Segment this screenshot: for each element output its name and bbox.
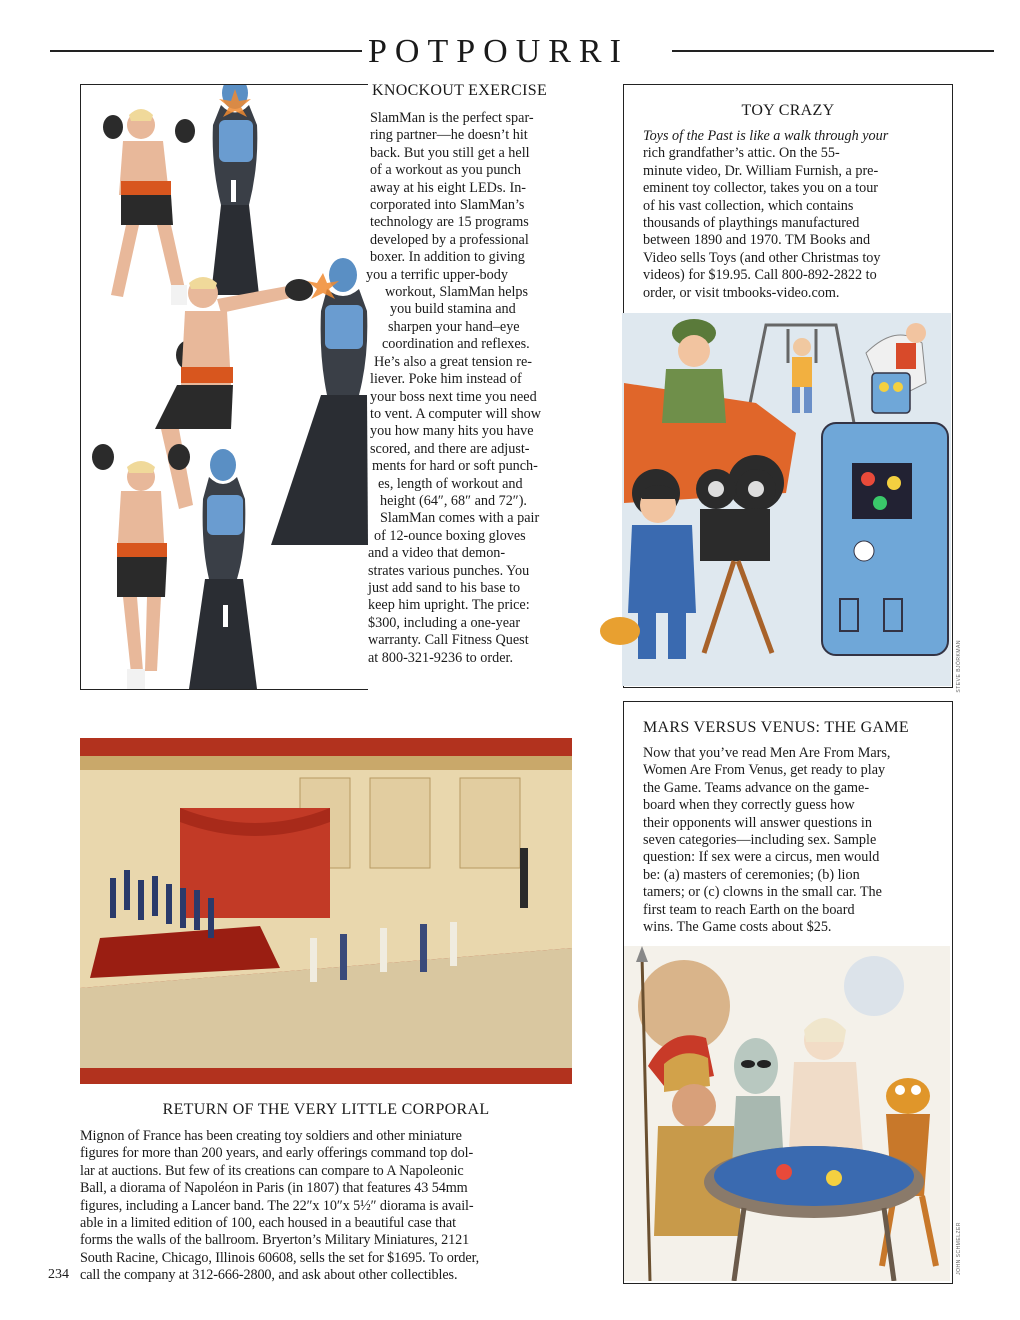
mars-venus-line: board when they correctly guess how (643, 797, 855, 814)
section-title: POTPOURRI (368, 33, 629, 70)
knockout-line: to vent. A computer will show (370, 405, 542, 422)
header-rule-right (672, 50, 994, 52)
knockout-line: of a workout as you punch (370, 162, 521, 179)
knockout-line: and a video that demon- (368, 545, 506, 562)
toy-crazy-title-italic: Toys of the Past is like a walk through your (643, 128, 889, 144)
toy-crazy-headline: TOY CRAZY (741, 102, 835, 119)
diorama-photo (80, 738, 572, 1084)
mars-venus-line: first team to reach Earth on the board (643, 901, 855, 918)
toy-crazy-line: minute video, Dr. William Furnish, a pre- (643, 162, 879, 179)
knockout-line: boxer. In addition to giving (370, 249, 525, 266)
corporal-line: South Racine, Chicago, Illinois 60608, sells the set for $1695. To order, (80, 1249, 480, 1266)
toy-crazy-line: of his vast collection, which contains (643, 197, 854, 214)
knockout-line: you build stamina and (390, 301, 516, 318)
mars-venus-illustration (624, 946, 950, 1281)
knockout-line: back. But you still get a hell (370, 144, 530, 161)
knockout-line: height (64″, 68″ and 72″). (380, 492, 527, 509)
knockout-line: away at his eight LEDs. In- (370, 179, 527, 196)
mars-venus-line: Women Are From Venus, get ready to play (643, 762, 886, 779)
knockout-line: SlamMan comes with a pair (380, 510, 540, 527)
knockout-line: workout, SlamMan helps (385, 284, 529, 301)
mars-venus-line: question: If sex were a circus, men would (643, 849, 880, 866)
knockout-line: coordination and reflexes. (382, 336, 530, 353)
knockout-line: you a terrific upper-body (366, 266, 508, 283)
slamman-figure-3 (189, 449, 257, 689)
toy-crazy-line: rich grandfather’s attic. On the 55- (643, 145, 840, 162)
mars-venus-headline: MARS VERSUS VENUS: THE GAME (643, 719, 909, 736)
slamman-figure-1 (211, 85, 259, 295)
toy-crazy-line: between 1890 and 1970. TM Books and (643, 232, 871, 249)
boxer-figure-1 (103, 109, 195, 305)
toy-crazy-credit: STEVE BJÖRKMAN (956, 640, 962, 693)
mars-venus-line: Now that you’ve read Men Are From Mars, (643, 745, 891, 761)
knockout-line: es, length of workout and (378, 475, 523, 492)
mars-venus-line: be: (a) masters of ceremonies; (b) lion (643, 866, 860, 883)
page-number: 234 (48, 1267, 69, 1282)
mars-venus-credit: JOHN SCHMELZER (956, 1222, 962, 1275)
knockout-line: technology are 15 programs (370, 214, 529, 231)
mars-venus-line: the Game. Teams advance on the game- (643, 779, 870, 796)
knockout-line: sharpen your hand–eye (388, 318, 520, 335)
toy-crazy-line: order, or visit tmbooks-video.com. (643, 284, 840, 301)
mars-venus-body (643, 745, 943, 936)
knockout-line: of 12-ounce boxing gloves (374, 527, 526, 544)
knockout-line: strates various punches. You (368, 562, 530, 579)
alien-figure (732, 1038, 784, 1166)
toy-crazy-line (643, 128, 943, 145)
knockout-line: keep him upright. The price: (368, 597, 530, 614)
knockout-body (350, 110, 580, 667)
toy-crazy-line: Video sells Toys (and other Christmas toy (643, 249, 881, 266)
mars-venus-line: tamers; or (c) clowns in the small car. The (643, 884, 882, 901)
header-rule-left (50, 50, 362, 52)
knockout-line: He’s also a great tension re- (374, 353, 532, 370)
boxer-figure-2 (155, 277, 313, 509)
corporal-line: figures, including a Lancer band. The 22″x 10″x 5½″ diorama is avail- (80, 1197, 474, 1214)
mars-venus-line: seven categories—including sex. Sample (643, 832, 877, 849)
toy-crazy-line: videos) for $19.95. Call 800-892-2822 to (643, 267, 877, 284)
knockout-line: $300, including a one-year (368, 614, 521, 631)
mars-venus-line: their opponents will answer questions in (643, 814, 872, 831)
mars-venus-line: wins. The Game costs about $25. (643, 919, 832, 936)
toys-illustration (596, 313, 951, 686)
knockout-line: warranty. Call Fitness Quest (368, 632, 529, 649)
corporal-line: figures for more than 200 years, and early offerings command top dol- (80, 1145, 474, 1162)
stage-curtain (180, 808, 330, 918)
corporal-headline: RETURN OF THE VERY LITTLE CORPORAL (162, 1101, 490, 1118)
corporal-body (80, 1128, 585, 1285)
knockout-line: scored, and there are adjust- (370, 440, 530, 457)
knockout-line: just add sand to his base to (368, 579, 521, 596)
corporal-line: Ball, a diorama of Napoléon in Paris (in 1807) that features 43 54mm (80, 1180, 468, 1197)
corporal-line: forms the walls of the ballroom. Bryerton’s Military Miniatures, 2121 (80, 1232, 470, 1249)
knockout-line: at 800-321-9236 to order. (368, 649, 513, 666)
knockout-headline: KNOCKOUT EXERCISE (372, 82, 548, 99)
knockout-line: corporated into SlamMan’s (370, 197, 525, 214)
corporal-line: able in a limited edition of 100, each housed in a beautiful case that (80, 1215, 456, 1232)
knockout-line: ring partner—he doesn’t hit (370, 127, 528, 144)
corporal-line: Mignon of France has been creating toy soldiers and other miniature (80, 1128, 462, 1144)
toy-crazy-body (643, 128, 943, 302)
toy-crazy-line: thousands of playthings manufactured (643, 215, 860, 232)
knockout-line: ments for hard or soft punch- (372, 458, 538, 475)
corporal-line: call the company at 312-666-2800, and ask about other collectibles. (80, 1267, 458, 1284)
knockout-line: you how many hits you have (370, 423, 534, 440)
knockout-line: liever. Poke him instead of (370, 371, 522, 388)
toy-crazy-line: eminent toy collector, takes you on a tour (643, 180, 879, 197)
boxing-photo-frame (80, 84, 368, 690)
corporal-line: lar at auctions. But few of its creations can compare to A Napoleonic (80, 1162, 464, 1179)
knockout-line: SlamMan is the perfect spar- (370, 110, 534, 126)
knockout-line: your boss next time you need (370, 388, 537, 405)
slamman-boxing-illustration (81, 85, 368, 689)
knockout-line: developed by a professional (370, 231, 529, 248)
